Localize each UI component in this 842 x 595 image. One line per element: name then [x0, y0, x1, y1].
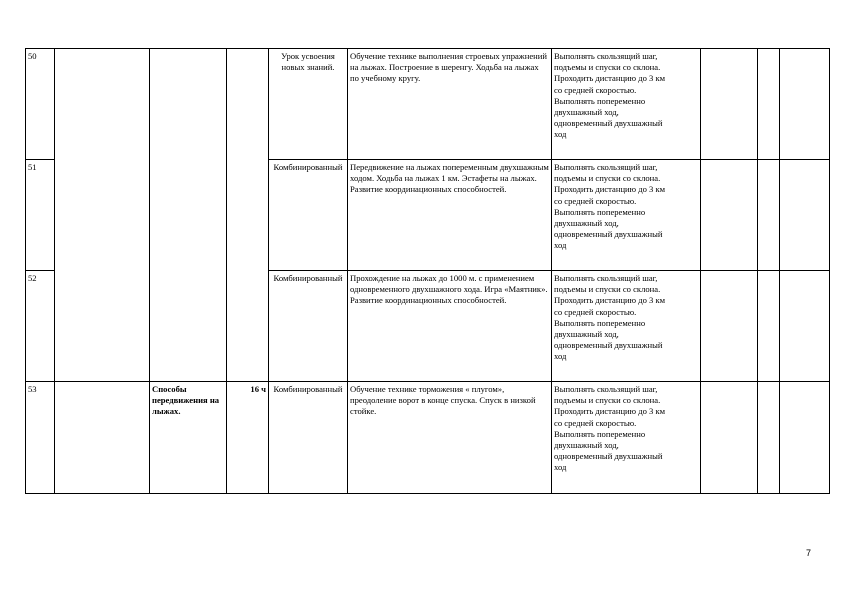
lesson-plan-table — [25, 48, 830, 494]
requirement-line: одновременный двухшажный — [554, 340, 663, 351]
lesson-number: 52 — [26, 271, 55, 382]
requirement-line: Выполнять скользящий шаг, — [554, 162, 658, 172]
empty-cell — [780, 160, 830, 271]
empty-cell — [55, 49, 150, 382]
empty-cell — [758, 271, 780, 382]
requirement-line: Выполнять попеременно — [554, 317, 646, 328]
topic-cell — [150, 49, 227, 382]
table-row — [26, 49, 830, 160]
lesson-number: 51 — [26, 160, 55, 271]
hours-cell — [227, 49, 269, 382]
requirement-line: подъемы и спуски со склона. — [554, 395, 661, 406]
lesson-content: Передвижение на лыжах попеременным двухшажным ходом. Ходьба на лыжах 1 км. Эстафеты на лыжах. Развитие координационных способностей. — [348, 160, 552, 271]
requirement-line: Выполнять скользящий шаг, — [554, 51, 658, 61]
page-number: 7 — [806, 548, 812, 558]
section-topic: Способы передвижения на лыжах. — [150, 382, 227, 494]
requirement-line: со средней скоростью. — [554, 417, 637, 428]
requirement-line: подъемы и спуски со склона. — [554, 62, 661, 73]
empty-cell — [780, 271, 830, 382]
empty-cell — [758, 49, 780, 160]
requirement-line: одновременный двухшажный — [554, 118, 663, 129]
requirement-line: двухшажный ход, — [554, 440, 619, 451]
lesson-content: Прохождение на лыжах до 1000 м. с применением одновременного двухшажного хода. Игра «Маятник». Развитие координационных способностей. — [348, 271, 552, 382]
requirement-line: со средней скоростью. — [554, 306, 637, 317]
requirement-line: двухшажный ход, — [554, 218, 619, 229]
empty-cell — [701, 382, 758, 494]
requirement-line: двухшажный ход, — [554, 329, 619, 340]
empty-cell — [780, 49, 830, 160]
table-row — [26, 382, 830, 494]
lesson-content: Обучение технике торможения « плугом», преодоление ворот в конце спуска. Спуск в низкой стойке. — [348, 382, 552, 494]
requirement-line: Проходить дистанцию до 3 км — [554, 184, 666, 195]
empty-cell — [758, 160, 780, 271]
requirement-line: подъемы и спуски со склона. — [554, 173, 661, 184]
lesson-number: 50 — [26, 49, 55, 160]
requirement-line: одновременный двухшажный — [554, 451, 663, 462]
empty-cell — [55, 382, 150, 494]
requirement-line: ход — [554, 462, 567, 473]
requirement-line: Проходить дистанцию до 3 км — [554, 295, 666, 306]
requirement-line: ход — [554, 240, 567, 251]
requirement-line: со средней скоростью. — [554, 84, 637, 95]
requirement-line: Выполнять скользящий шаг, — [554, 384, 658, 394]
lesson-requirements — [552, 382, 701, 494]
lesson-requirements — [552, 160, 701, 271]
lesson-number: 53 — [26, 382, 55, 494]
empty-cell — [701, 271, 758, 382]
lesson-content: Обучение технике выполнения строевых упражнений на лыжах. Построение в шеренгу. Ходьба на лыжах по учебному кругу. — [348, 49, 552, 160]
section-hours: 16 ч — [227, 382, 269, 494]
empty-cell — [701, 49, 758, 160]
lesson-type: Урок усвоения новых знаний. — [269, 49, 348, 160]
requirement-line: Выполнять попеременно — [554, 95, 646, 106]
lesson-type: Комбинированный — [269, 160, 348, 271]
lesson-requirements — [552, 49, 701, 160]
empty-cell — [758, 382, 780, 494]
requirement-line: одновременный двухшажный — [554, 229, 663, 240]
requirement-line: ход — [554, 129, 567, 140]
lesson-requirements — [552, 271, 701, 382]
requirement-line: ход — [554, 351, 567, 362]
empty-cell — [701, 160, 758, 271]
empty-cell — [780, 382, 830, 494]
requirement-line: двухшажный ход, — [554, 107, 619, 118]
requirement-line: Проходить дистанцию до 3 км — [554, 73, 666, 84]
requirement-line: Выполнять скользящий шаг, — [554, 273, 658, 283]
requirement-line: Выполнять попеременно — [554, 206, 646, 217]
lesson-type: Комбинированный — [269, 271, 348, 382]
requirement-line: подъемы и спуски со склона. — [554, 284, 661, 295]
requirement-line: Проходить дистанцию до 3 км — [554, 406, 666, 417]
lesson-type: Комбинированный — [269, 382, 348, 494]
requirement-line: со средней скоростью. — [554, 195, 637, 206]
requirement-line: Выполнять попеременно — [554, 428, 646, 439]
